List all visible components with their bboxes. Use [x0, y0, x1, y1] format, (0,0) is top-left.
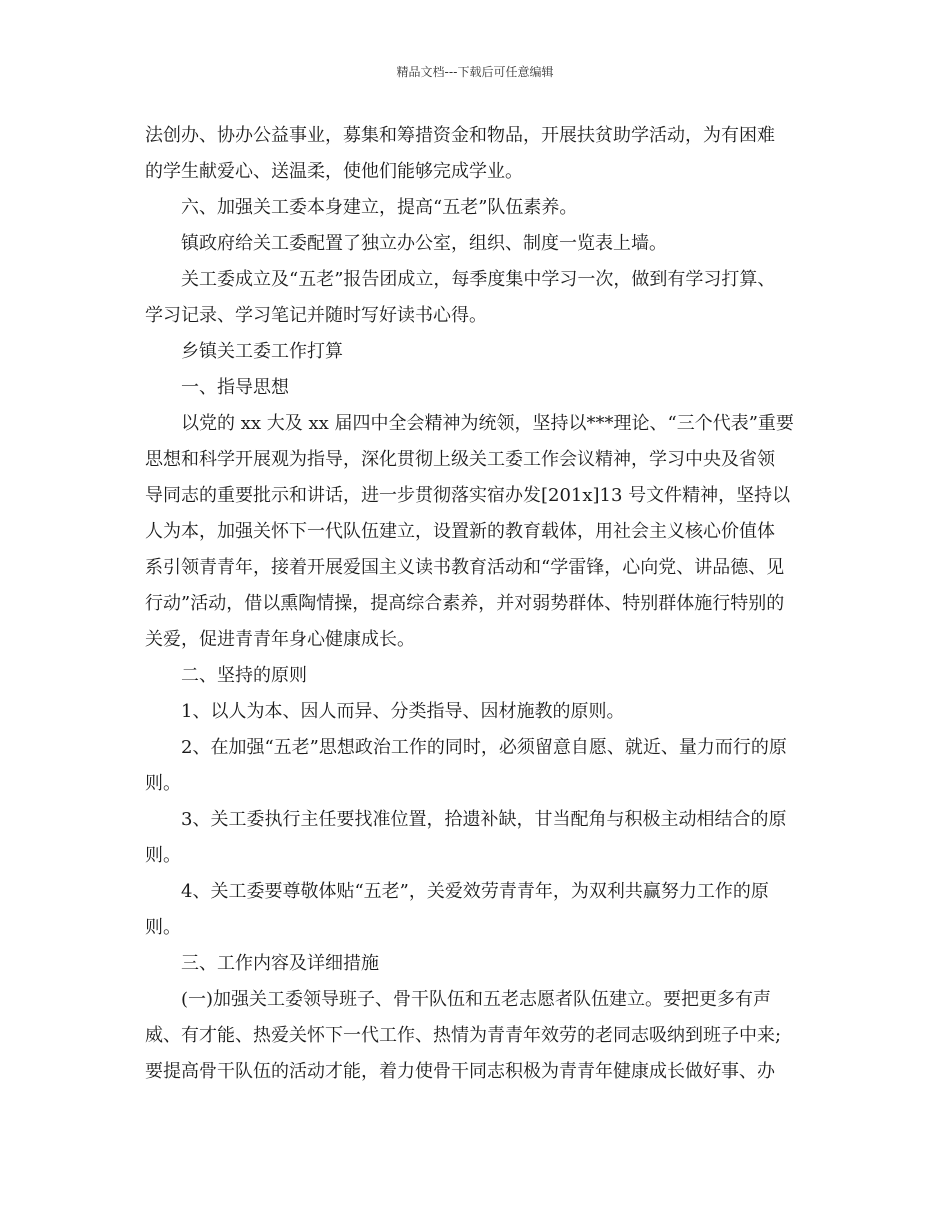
text-line: 则。: [145, 845, 181, 866]
text-line: 1、以人为本、因人而异、分类指导、因材施教的原则。: [181, 701, 625, 722]
text-line: 关爱，促进青青年身心健康成长。: [145, 629, 415, 650]
text-line: 的学生献爱心、送温柔，使他们能够完成学业。: [145, 161, 523, 182]
text-line: 3、关工委执行主任要找准位置，拾遗补缺，甘当配角与积极主动相结合的原: [181, 809, 787, 830]
section-title: 乡镇关工委工作打算: [181, 341, 343, 362]
text-line: 人为本，加强关怀下一代队伍建立，设置新的教育载体，用社会主义核心价值体: [145, 521, 775, 542]
text-line: 学习记录、学习笔记并随时写好读书心得。: [145, 305, 487, 326]
text-line: 镇政府给关工委配置了独立办公室，组织、制度一览表上墙。: [181, 233, 667, 254]
text-line: 则。: [145, 917, 181, 938]
text-line: 导同志的重要批示和讲话，进一步贯彻落实宿办发[201x]13 号文件精神，坚持以: [145, 485, 791, 506]
text-line: 2、在加强“五老”思想政治工作的同时，必须留意自愿、就近、量力而行的原: [181, 737, 787, 758]
text-line: 以党的 xx 大及 xx 届四中全会精神为统领，坚持以***理论、“三个代表”重要: [181, 413, 794, 434]
text-line: (一)加强关工委领导班子、骨干队伍和五老志愿者队伍建立。要把更多有声: [181, 989, 772, 1010]
text-line: 威、有才能、热爱关怀下一代工作、热情为青青年效劳的老同志吸纳到班子中来;: [145, 1025, 782, 1046]
text-line: 要提高骨干队伍的活动才能，着力使骨干同志积极为青青年健康成长做好事、办: [145, 1061, 775, 1082]
text-line: 4、关工委要尊敬体贴“五老”，关爱效劳青青年，为双利共赢努力工作的原: [181, 881, 769, 902]
heading: 三、工作内容及详细措施: [181, 953, 379, 974]
page-header: [0, 63, 950, 81]
text-line: 法创办、协办公益事业，募集和筹措资金和物品，开展扶贫助学活动，为有困难: [145, 125, 775, 146]
text-line: 则。: [145, 773, 181, 794]
text-line: 系引领青青年，接着开展爱国主义读书教育活动和“学雷锋，心向党、讲品德、见: [145, 557, 785, 578]
heading: 二、坚持的原则: [181, 665, 307, 686]
heading: 一、指导思想: [181, 377, 289, 398]
header-text: 精品文档---下载后可任意编辑: [396, 65, 554, 79]
text-line: 关工委成立及“五老”报告团成立，每季度集中学习一次，做到有学习打算、: [181, 269, 776, 290]
text-line: 思想和科学开展观为指导，深化贯彻上级关工委工作会议精神，学习中央及省领: [145, 449, 775, 470]
text-line: 六、加强关工委本身建立，提高“五老”队伍素养。: [181, 197, 578, 218]
document-body: [145, 118, 810, 1090]
text-line: 行动”活动，借以熏陶情操，提高综合素养，并对弱势群体、特别群体施行特别的: [145, 593, 785, 614]
